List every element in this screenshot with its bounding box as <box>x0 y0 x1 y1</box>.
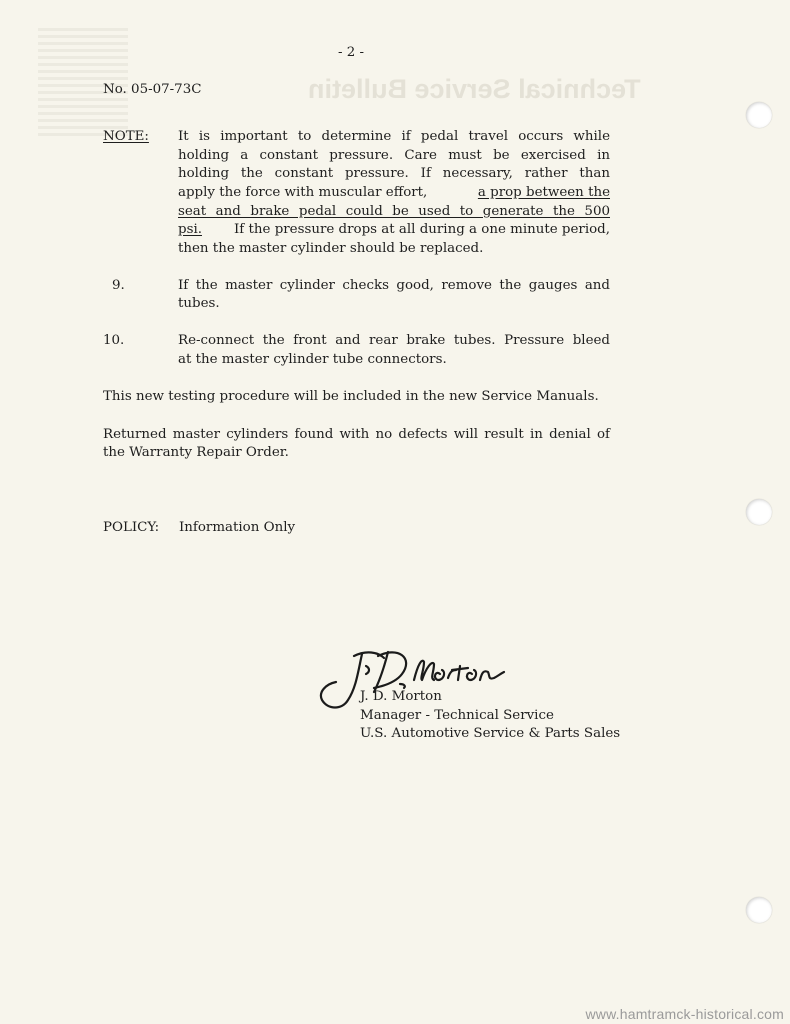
returned-cylinders-line-2: the Warranty Repair Order. <box>103 445 289 460</box>
note-line-4 <box>178 184 610 203</box>
punch-hole-middle <box>746 499 772 525</box>
note-line-5: seat and brake pedal could be used to generate the 500 <box>178 204 610 219</box>
step-9-line-1: If the master cylinder checks good, remove the gauges and <box>178 278 610 293</box>
signer-name: J. D. Morton <box>360 689 442 704</box>
note-line-1: It is important to determine if pedal travel occurs while <box>178 129 610 144</box>
step-10-line-1: Re-connect the front and rear brake tubes. Pressure bleed <box>178 333 610 348</box>
step-10-line-2: at the master cylinder tube connectors. <box>178 352 447 367</box>
note-line-6-plain: If the pressure drops at all during a one minute period, <box>234 222 610 237</box>
punch-hole-top <box>746 102 772 128</box>
policy-label: POLICY: <box>103 520 160 535</box>
policy-value: Information Only <box>179 520 296 535</box>
testing-procedure-paragraph: This new testing procedure will be included in the new Service Manuals. <box>103 389 599 404</box>
bleed-through-heading: Technical Service Bulletin <box>308 74 641 104</box>
note-line-4-plain: apply the force with muscular effort, <box>178 185 428 200</box>
step-10-number: 10. <box>103 333 125 348</box>
bulletin-number: No. 05-07-73C <box>103 82 202 97</box>
watermark: www.hamtramck-historical.com <box>585 1006 784 1022</box>
note-line-4-underlined: a prop between the <box>477 185 610 200</box>
note-line-6-underlined: psi. <box>178 222 202 237</box>
note-line-2: holding a constant pressure. Care must be exercised in <box>178 148 610 163</box>
step-9-line-2: tubes. <box>178 296 220 311</box>
returned-cylinders-line-1: Returned master cylinders found with no defects will result in denial of <box>103 427 610 442</box>
note-line-6 <box>178 221 610 240</box>
step-9-number: 9. <box>112 278 125 293</box>
note-label: NOTE: <box>103 129 149 144</box>
note-line-3: holding the constant pressure. If necessary, rather than <box>178 166 610 181</box>
signer-department: U.S. Automotive Service & Parts Sales <box>360 726 621 741</box>
punch-hole-bottom <box>746 897 772 923</box>
signer-title: Manager - Technical Service <box>360 708 554 723</box>
note-line-7: then the master cylinder should be replaced. <box>178 241 484 256</box>
page-number: - 2 - <box>338 45 365 60</box>
